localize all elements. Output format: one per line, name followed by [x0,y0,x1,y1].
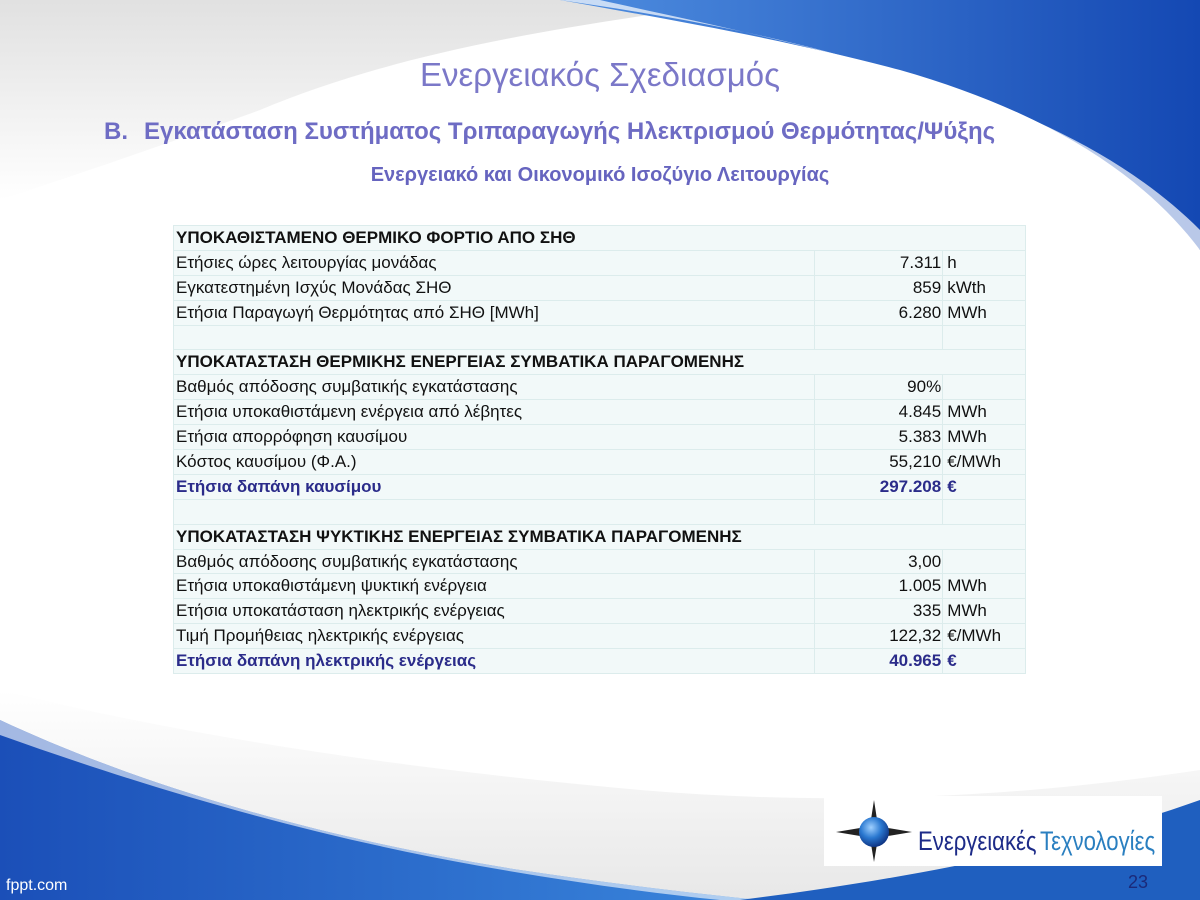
row-value: 40.965 [814,649,942,674]
row-label: Ετήσια υποκατάσταση ηλεκτρικής ενέργειας [174,599,815,624]
row-value: 55,210 [814,450,942,475]
row-value: 297.208 [814,474,942,499]
row-value: 7.311 [814,250,942,275]
row-label: Ετήσια υποκαθιστάμενη ψυκτική ενέργεια [174,574,815,599]
row-label [174,325,815,350]
row-value: 90% [814,375,942,400]
row-label [174,499,815,524]
table-row [174,300,1026,325]
table-row [174,549,1026,574]
row-unit: MWh [943,400,1026,425]
row-label: Κόστος καυσίμου (Φ.Α.) [174,450,815,475]
table-total-row [174,649,1026,674]
row-unit [943,549,1026,574]
table-row [174,574,1026,599]
table-row [174,425,1026,450]
section-heading: Ενεργειακό και Οικονομικό Ισοζύγιο Λειτουργίας [370,164,830,186]
row-value [814,499,942,524]
table-row [174,599,1026,624]
row-unit: €/MWh [943,624,1026,649]
row-value: 4.845 [814,400,942,425]
row-unit: MWh [943,599,1026,624]
row-value: 3,00 [814,549,942,574]
table-row [174,375,1026,400]
row-label: Ετήσια υποκαθιστάμενη ενέργεια από λέβητες [174,400,815,425]
row-value: 859 [814,275,942,300]
subtitle-text: Εγκατάσταση Συστήματος Τριπαραγωγής Ηλεκτρισμού Θερμότητας/Ψύξης [144,118,996,145]
row-unit: € [943,649,1026,674]
table-section-header [174,350,1026,375]
table-row [174,250,1026,275]
energy-balance-table [173,225,1026,674]
section-header-label: ΥΠΟΚΑΤΑΣΤΑΣΗ ΘΕΡΜΙΚΗΣ ΕΝΕΡΓΕΙΑΣ ΣΥΜΒΑΤΙΚΑ ΠΑΡΑΓΟΜΕΝΗΣ [174,350,1026,375]
row-unit: h [943,250,1026,275]
row-value: 1.005 [814,574,942,599]
row-label: Βαθμός απόδοσης συμβατικής εγκατάστασης [174,375,815,400]
row-value: 5.383 [814,425,942,450]
table-spacer-row [174,499,1026,524]
row-label: Ετήσια δαπάνη καυσίμου [174,474,815,499]
row-unit: MWh [943,300,1026,325]
row-unit [943,325,1026,350]
row-value: 6.280 [814,300,942,325]
table-row [174,400,1026,425]
row-label: Ετήσιες ώρες λειτουργίας μονάδας [174,250,815,275]
table-row [174,450,1026,475]
row-label: Ετήσια Παραγωγή Θερμότητας από ΣΗΘ [MWh] [174,300,815,325]
logo-text-secondary: Τεχνολογίες [1040,826,1156,856]
table-section-header [174,226,1026,251]
logo-text-primary: Ενεργειακές [918,826,1037,856]
logo-emblem-icon [824,796,924,866]
row-label: Τιμή Προμήθειας ηλεκτρικής ενέργειας [174,624,815,649]
table-spacer-row [174,325,1026,350]
row-unit: MWh [943,574,1026,599]
table-total-row [174,474,1026,499]
slide-subtitle [104,118,995,146]
row-unit: MWh [943,425,1026,450]
row-label: Ετήσια δαπάνη ηλεκτρικής ενέργειας [174,649,815,674]
row-value: 122,32 [814,624,942,649]
subtitle-number: Β. [104,118,128,145]
footer-brand: fppt.com [6,877,68,894]
section-header-label: ΥΠΟΚΑΘΙΣΤΑΜΕΝΟ ΘΕΡΜΙΚΟ ΦΟΡΤΙΟ ΑΠΟ ΣΗΘ [174,226,1026,251]
row-label: Εγκατεστημένη Ισχύς Μονάδας ΣΗΘ [174,275,815,300]
row-unit: kWth [943,275,1026,300]
row-value [814,325,942,350]
table-row [174,275,1026,300]
row-unit: € [943,474,1026,499]
table-row [174,624,1026,649]
table-section-header [174,524,1026,549]
row-unit [943,375,1026,400]
row-value: 335 [814,599,942,624]
section-header-label: ΥΠΟΚΑΤΑΣΤΑΣΗ ΨΥΚΤΙΚΗΣ ΕΝΕΡΓΕΙΑΣ ΣΥΜΒΑΤΙΚΑ ΠΑΡΑΓΟΜΕΝΗΣ [174,524,1026,549]
row-unit: €/MWh [943,450,1026,475]
row-label: Ετήσια απορρόφηση καυσίμου [174,425,815,450]
slide-title: Ενεργειακός Σχεδιασμός [420,56,780,93]
table-body [174,226,1026,674]
row-label: Βαθμός απόδοσης συμβατικής εγκατάστασης [174,549,815,574]
row-unit [943,499,1026,524]
page-number: 23 [1128,872,1149,892]
